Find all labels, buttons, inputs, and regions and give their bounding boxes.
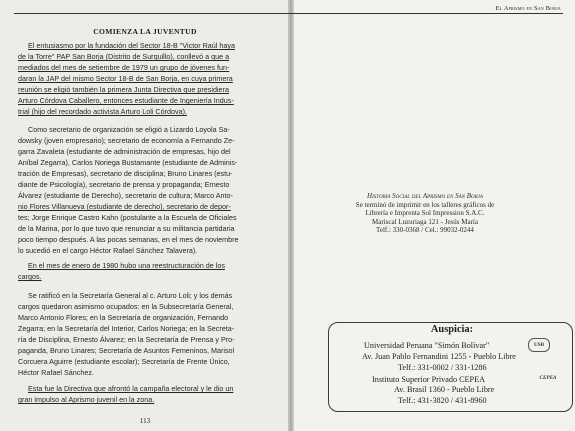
text-line: Héctor Rafael Sánchez.: [18, 368, 94, 377]
text-line: cargos.: [18, 272, 42, 281]
sponsor-title: Auspicia:: [430, 324, 474, 335]
paragraph-1: [18, 40, 270, 117]
text-line: El entusiasmo por la fundación del Sector 18-B "Victor Raúl haya: [28, 41, 235, 50]
text-line: Marco Antonio Flores; en la Secretaría de organización, Fernando: [18, 313, 229, 322]
university-address: Av. Juan Pablo Fernandini 1255 - Pueblo Libre: [362, 352, 516, 361]
paragraph-3: [18, 260, 270, 282]
text-line: de la Marina, por lo que tuvo que renunciar a su militancia partidaria: [18, 224, 235, 233]
paragraph-5: [18, 383, 270, 405]
institute-logo: CEPEA: [539, 375, 557, 381]
colophon-title: Historia Social del Aprismo en San Borja: [367, 192, 483, 200]
text-line: de la Torre" PAP San Borja (Distrito de Surquillo), conllevó a que a: [18, 52, 230, 61]
colophon-line: Telf.: 330-0368 / Cel.: 99032-0244: [376, 226, 474, 235]
text-line: daran la JAP del mismo Sector 18-B de San Borja, en cuya primera: [18, 74, 233, 83]
text-line: Zegarra; en la Secretaría del Interior, Carlos Noriega; en la Secreta-: [18, 324, 235, 333]
institute-phone: Telf.: 431-3820 / 431-8960: [398, 396, 487, 405]
text-line: cargos quedaron asimismo ocupados: en la Subsecretaría General,: [18, 302, 234, 311]
paragraph-4: [18, 290, 270, 378]
paragraph-2: [18, 124, 270, 256]
institute-name: Instituto Superior Privado CEPEA: [372, 375, 486, 384]
text-line: tes; Jorge Enrique Castro Kahn (postulante a la Escuela de Oficiales: [18, 213, 237, 222]
text-line: ría de Disciplina, Ernesto Álvarez; en la Secretaría de Prensa y Pro-: [18, 335, 235, 344]
colophon-line: Librería e Imprenta Sol Impression S.A.C.: [365, 209, 485, 218]
text-line: Esta fue la Directiva que afrontó la campaña electoral y le dio un: [28, 384, 234, 393]
text-line: Corcuera Aguirre (estudiante escolar); Secretaría de Frente Único,: [18, 357, 230, 366]
text-line: Álvarez (estudiante de Derecho), secretario de cultura; Marco Anto-: [18, 191, 233, 200]
text-line: Como secretario de organización se eligió a Lizardo Loyola Sa-: [28, 125, 230, 134]
text-line: mediados del mes de setiembre de 1979 un grupo de jóvenes fun-: [18, 63, 230, 72]
text-line: garra Zavaleta (estudiante de administración de empresas, hijo del: [18, 147, 231, 156]
section-title: COMIENZA LA JUVENTUD: [93, 27, 197, 36]
text-line: Arturo Córdova Caballero, entonces estudiante de Ingeniería Indus-: [18, 96, 234, 105]
university-phone: Telf.: 331-0002 / 331-1286: [398, 363, 487, 372]
book-gutter: [288, 0, 294, 431]
text-line: Se ratificó en la Secretaría General al c. Arturo Loli; y los demás: [28, 291, 233, 300]
text-line: trial (hijo del recordado activista Arturo Loli Córdova).: [18, 107, 187, 116]
text-line: reunión se eligió también la primera Junta Directiva que presidiera: [18, 85, 229, 94]
colophon-line: Mariscal Luzuriaga 121 - Jesús María: [372, 217, 478, 226]
text-line: tración de Empresas), secretario de disciplina; Bruno Linares (estu-: [18, 169, 233, 178]
institute-address: Av. Brasil 1360 - Pueblo Libre: [394, 385, 495, 394]
colophon: [325, 192, 525, 235]
header-rule: [14, 13, 563, 14]
text-line: paganda, Bruno Linares; Secretaría de Asuntos Femeninos, Marisol: [18, 346, 235, 355]
text-line: En el mes de enero de 1980 hubo una reestructuración de los: [28, 261, 225, 270]
text-line: nio Flores Villanueva (estudiante de derecho), secretario de depor-: [18, 202, 231, 211]
page-number: 113: [139, 417, 151, 425]
running-head: El Aprismo en San Borja: [495, 5, 561, 12]
colophon-line: Se terminó de imprimir en los talleres gráficos de: [355, 200, 495, 209]
text-line: lo sucedió en el cargo Héctor Rafael Sánchez Talavera).: [18, 246, 198, 255]
university-name: Universidad Peruana "Simón Bolívar": [364, 341, 490, 350]
university-logo: USB: [528, 338, 550, 352]
text-line: gran impulso al Aprismo juvenil en la zona.: [18, 395, 155, 404]
text-line: poco tiempo después. A las pocas semanas, en el mes de noviembre: [18, 235, 239, 244]
text-line: Aníbal Zegarra), Carlos Noriega Bustamante (estudiante de Adminis-: [18, 158, 238, 167]
text-line: dowsky (joven empresario); secretario de economía a Fernando Ze-: [18, 136, 235, 145]
text-line: diante de Psicología), secretario de prensa y propaganda; Ernesto: [18, 180, 230, 189]
